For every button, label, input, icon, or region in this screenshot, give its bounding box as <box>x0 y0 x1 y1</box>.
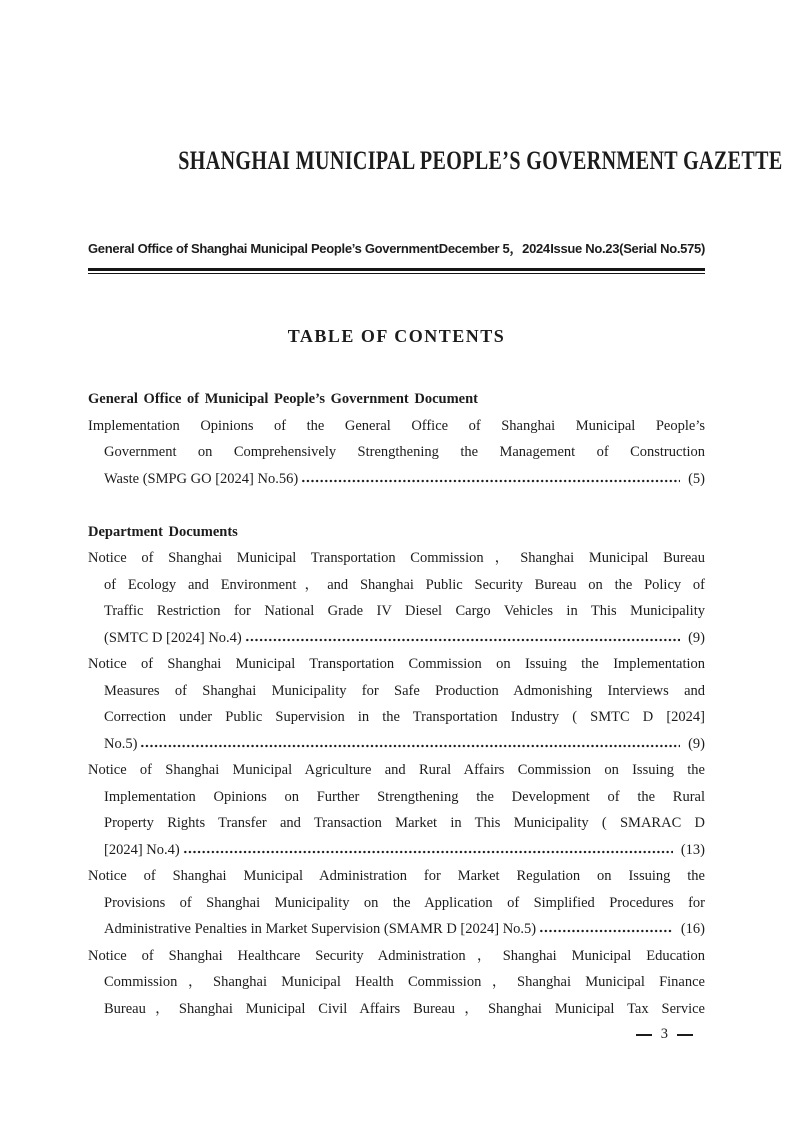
entry-line: Notice of Shanghai Municipal Agriculture and Rural Affairs Commission on Issuing the <box>88 762 705 779</box>
gazette-title-text: SHANGHAI MUNICIPAL PEOPLE’S GOVERNMENT GAZETTE <box>178 146 783 175</box>
masthead-issue: Issue No.23(Serial No.575) <box>550 241 705 256</box>
toc-entry <box>88 943 705 1023</box>
entry-line: Property Rights Transfer and Transaction Market in This Municipality ( SMARAC D <box>104 815 705 832</box>
entry-tail-row <box>88 837 705 864</box>
masthead-publisher: General Office of Shanghai Municipal People’s Government <box>88 241 439 256</box>
entry-line: Provisions of Shanghai Municipality on the Application of Simplified Procedures for <box>104 894 705 911</box>
dot-leader <box>183 837 673 864</box>
rule-thick <box>88 268 705 271</box>
gazette-page <box>88 146 783 1043</box>
masthead <box>88 238 705 257</box>
toc-title: TABLE OF CONTENTS <box>287 326 506 347</box>
dot-leader <box>245 625 680 652</box>
entry-line: Government on Comprehensively Strengthening the Management of Construction <box>104 444 705 461</box>
toc-entry <box>88 757 705 863</box>
section-heading: Department Documents <box>88 523 238 540</box>
dot-leader <box>539 916 673 943</box>
entry-page-number: (5) <box>688 470 705 487</box>
entry-page-number: (16) <box>680 921 705 938</box>
entry-line: Measures of Shanghai Municipality for Safe Production Admonishing Interviews and <box>104 682 705 699</box>
entry-tail-text: Waste (SMPG GO [2024] No.56) <box>104 470 299 487</box>
entry-line: of Ecology and Environment，and Shanghai Public Security Bureau on the Policy of <box>104 576 705 593</box>
double-rule <box>88 268 705 274</box>
entry-tail-text: Administrative Penalties in Market Supervision (SMAMR D [2024] No.5) <box>104 921 537 938</box>
footer-dash-left-icon <box>636 1034 652 1036</box>
entry-tail-text: [2024] No.4) <box>104 841 180 858</box>
entry-line: Commission，Shanghai Municipal Health Commission，Shanghai Municipal Finance <box>104 974 705 991</box>
page-footer <box>88 1026 705 1043</box>
rule-thin <box>88 273 705 274</box>
dot-leader <box>301 466 680 493</box>
page-number: 3 <box>660 1026 668 1043</box>
toc-entry <box>88 545 705 651</box>
dot-leader <box>140 731 680 758</box>
entry-line: Traffic Restriction for National Grade IV Diesel Cargo Vehicles in This Municipality <box>104 603 705 620</box>
entry-line: Correction under Public Supervision in the Transportation Industry ( SMTC D [2024] <box>104 709 705 726</box>
entry-line: Implementation Opinions on Further Strengthening the Development of the Rural <box>104 788 705 805</box>
entry-line: Implementation Opinions of the General Office of Shanghai Municipal People’s <box>88 417 705 434</box>
entry-line: Notice of Shanghai Municipal Transportation Commission，Shanghai Municipal Bureau <box>88 550 705 567</box>
entry-line: Notice of Shanghai Municipal Administration for Market Regulation on Issuing the <box>88 868 705 885</box>
entry-tail-row <box>88 466 705 493</box>
entry-page-number: (13) <box>680 841 705 858</box>
entry-page-number: (9) <box>688 629 705 646</box>
entry-tail-text: (SMTC D [2024] No.4) <box>104 629 242 646</box>
entry-line: Notice of Shanghai Municipal Transportation Commission on Issuing the Implementation <box>88 656 705 673</box>
toc-body <box>88 386 705 1022</box>
toc-entry <box>88 651 705 757</box>
footer-dash-right-icon <box>677 1034 693 1036</box>
gazette-title <box>88 146 783 176</box>
entry-line: Notice of Shanghai Healthcare Security Administration，Shanghai Municipal Education <box>88 947 705 964</box>
toc-entry <box>88 863 705 943</box>
entry-line: Bureau，Shanghai Municipal Civil Affairs Bureau，Shanghai Municipal Tax Service <box>104 1000 705 1017</box>
section-heading: General Office of Municipal People’s Government Document <box>88 391 478 408</box>
entry-page-number: (9) <box>688 735 705 752</box>
toc-entry <box>88 413 705 493</box>
entry-tail-row <box>88 916 705 943</box>
entry-tail-row <box>88 625 705 652</box>
entry-tail-row <box>88 731 705 758</box>
masthead-date: December 5，2024 <box>438 241 550 256</box>
entry-tail-text: No.5) <box>104 735 138 752</box>
